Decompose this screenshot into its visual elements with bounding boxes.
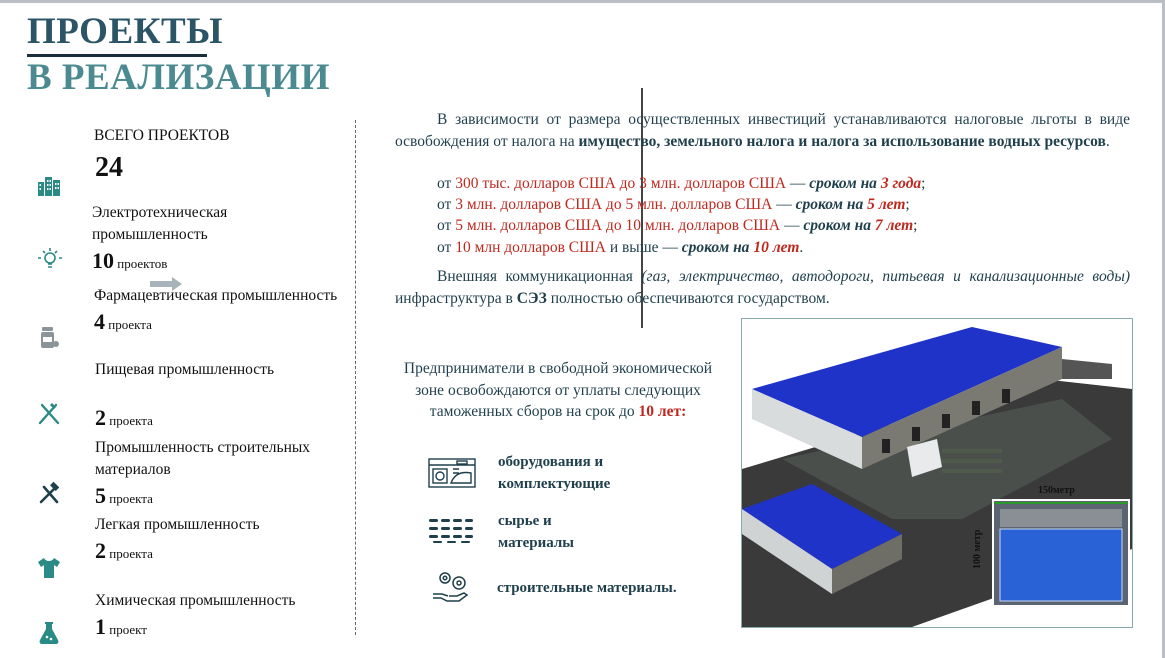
- tax-tier-3: от 5 млн. долларов США до 10 млн. долларов США — сроком на 7 лет;: [437, 217, 918, 234]
- fork-knife-icon: [36, 401, 62, 427]
- industry-count-number: 10: [92, 248, 114, 273]
- raw-materials-icon: [428, 517, 474, 545]
- tax-intro-end: .: [1105, 132, 1110, 150]
- equipment-icon: [427, 455, 477, 491]
- industry-count-chemical: [95, 614, 147, 640]
- tshirt-icon: [36, 555, 62, 581]
- tax-intro-text: В зависимости от размера осуществленных инвестиций устанавливаются налоговые льготы в виде освобождения от налога на: [395, 111, 1130, 150]
- industry-count-unit: проекта: [109, 413, 153, 428]
- industry-count-food: [95, 405, 153, 431]
- title-line-1: ПРОЕКТЫ: [27, 11, 223, 52]
- medicine-bottle-icon: [36, 325, 62, 351]
- total-projects-label: ВСЕГО ПРОЕКТОВ: [94, 127, 230, 144]
- plan-width-label: 150метр: [1038, 485, 1075, 496]
- infrastructure-paragraph: Внешняя коммуникационная (газ, электричество, автодороги, питьевая и канализационные воды) инфраструктура в СЭЗ полностью обеспечиваются государством.: [395, 268, 1130, 307]
- construction-materials-icon: [431, 570, 471, 606]
- industry-count-pharma: [94, 309, 152, 335]
- tax-benefits-paragraph: [395, 109, 1130, 152]
- industry-count-unit: проектов: [117, 256, 168, 271]
- industry-count-unit: проект: [109, 622, 147, 637]
- tax-tier-4: от 10 млн долларов США и выше — сроком на 10 лет.: [437, 239, 804, 256]
- total-projects-count: 24: [95, 152, 123, 183]
- tax-tier-2: от 3 млн. долларов США до 5 млн. долларов США — сроком на 5 лет;: [437, 196, 910, 213]
- industry-name-chemical: Химическая промышленность: [95, 592, 296, 609]
- industry-name-food: Пищевая промышленность: [95, 361, 275, 378]
- industry-count-number: 1: [95, 614, 106, 639]
- tax-intro-bold: имущество, земельного налога и налога за использование водных ресурсов: [578, 132, 1106, 150]
- customs-intro: Предприниматели в свободной экономической зоне освобождаются от уплаты следующих таможенных сборов на срок до 10 лет:: [403, 360, 713, 420]
- customs-item-raw-materials: сырье и материалы: [498, 513, 574, 551]
- title-line-2: В РЕАЛИЗАЦИИ: [27, 57, 330, 98]
- industry-count-unit: проекта: [109, 491, 153, 506]
- hammer-wrench-icon: [36, 481, 62, 507]
- industry-count-unit: проекта: [109, 546, 153, 561]
- industry-count-unit: проекта: [108, 317, 152, 332]
- buildings-icon: [36, 172, 62, 198]
- industry-count-number: 2: [95, 538, 106, 563]
- industry-name-electrical: Электротехническая промышленность: [92, 204, 228, 243]
- industry-count-light: [95, 538, 153, 564]
- customs-item-construction: строительные материалы.: [497, 580, 677, 596]
- lightbulb-icon: [37, 246, 63, 272]
- warehouse-illustration: [742, 319, 1132, 627]
- tax-tier-1: от 300 тыс. долларов США до 3 млн. долларов США — сроком на 3 года;: [437, 175, 926, 192]
- dashed-divider: [355, 120, 356, 635]
- industry-name-construction: Промышленность строительных материалов: [95, 439, 311, 478]
- industry-count-number: 5: [95, 483, 106, 508]
- industry-count-electrical: [92, 248, 167, 274]
- customs-item-equipment: оборудования и комплектующие: [498, 454, 611, 492]
- top-border: [0, 0, 1165, 3]
- industry-count-construction: [95, 483, 153, 509]
- industry-count-number: 4: [94, 309, 105, 334]
- industry-name-pharma: Фармацевтическая промышленность: [94, 287, 338, 304]
- industry-count-number: 2: [95, 405, 106, 430]
- industrial-zone-render: [741, 318, 1133, 628]
- chemistry-flask-icon: [36, 620, 62, 646]
- industry-name-light: Легкая промышленность: [95, 516, 260, 533]
- plan-height-label: 100 метр: [972, 529, 983, 569]
